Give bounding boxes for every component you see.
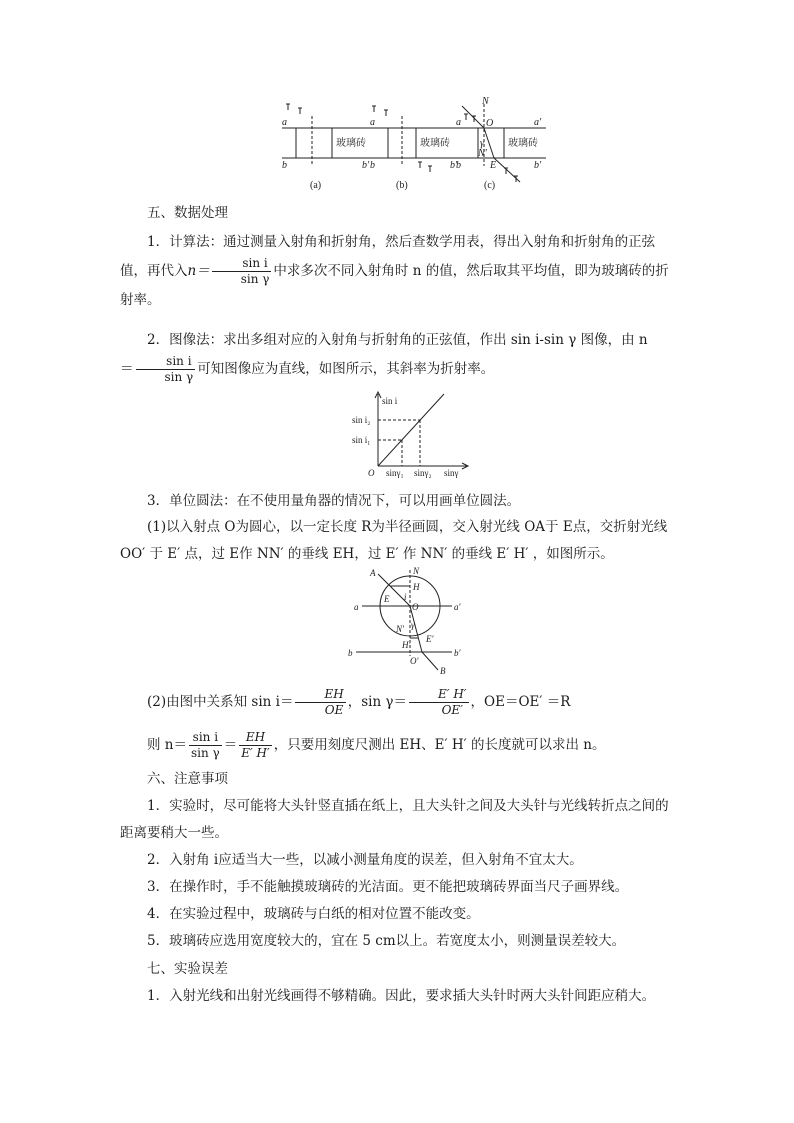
glass-label: 玻璃砖 [420,138,450,149]
angle-gamma: γ [411,620,415,630]
point-H-prime: H′ [402,640,411,650]
label-N: N [482,96,489,107]
x-axis-label: sinγ [444,468,459,478]
caption-c: (c) [484,180,496,191]
angle-i: i [404,592,407,602]
item-1-calculation: 1．计算法：通过测量入射角和折射角，然后查数学用表，得出入射角和折射角的正弦值，再代入n＝ $\frac{\text{sin i}}{\text{sin γ}}$ 中求多次不同入射角时 n 的值，然后取其平均值，即为玻璃砖的折射率。 [120,234,669,308]
point-B: B [440,666,446,676]
y-tick-2: sin i₂ [352,415,371,425]
note-1: 1．实验时，尽可能将大头针竖直插在纸上，且大头针之间及大头针与光线转折点之间的距离要稍大一些。 [120,798,669,841]
point-A: A [370,568,376,578]
label-gamma: γ [480,138,484,149]
label-b: b [282,160,287,171]
glass-label: 玻璃砖 [508,138,538,149]
label-b-prime: b′ [534,160,542,171]
x-tick-1: sinγ₁ [386,468,404,478]
point-E: E [384,594,390,604]
point-O: O [412,602,419,612]
glass-label: 玻璃砖 [336,138,366,149]
item-3-unit-circle: 3．单位圆法：在不使用量角器的情况下，可以用画单位圆法。 [147,493,521,509]
point-H: H [413,582,420,592]
fraction-EH-over-OE: $\frac{EH}{OE}$ [295,687,345,718]
label-E: E [490,160,497,171]
section-7-title: 七、实验误差 [147,961,228,977]
label-b-prime: b′ [454,648,461,658]
label-a-prime: a′ [454,602,461,612]
point-O-prime: O′ [410,656,419,666]
note-4: 4．在实验过程中，玻璃砖与白纸的相对位置不能改变。 [147,906,480,922]
label-b-prime: b′ [450,160,458,171]
origin-label: O [368,468,375,478]
glass-brick-figure [270,96,560,196]
x-tick-2: sinγ₂ [414,468,432,478]
point-N: N [413,566,420,576]
label-a: a [354,602,359,612]
label-a-prime: a′ [534,117,542,128]
error-1: 1．入射光线和出射光线画得不够精确。因此，要求插大头针时两大头针间距应稍大。 [147,988,656,1004]
note-3: 3．在操作时，手不能触摸玻璃砖的光洁面。更不能把玻璃砖界面当尺子画界线。 [147,879,629,895]
fraction-sin-i-over-sin-gamma: $\frac{\text{sin i}}{\text{sin γ}}$ [212,256,272,287]
item-2-graph-method: 2．图像法：求出多组对应的入射角与折射角的正弦值，作出 sin i-sin γ 图像，由 n ＝ $\frac{\text{sin i}}{\text{sin γ}}$ 可知图像应为直线，如图所示，其斜率为折射率。 [120,332,648,384]
label-a: a [456,117,461,128]
caption-b: (b) [396,180,408,191]
item-3-3-result: 则 n＝ $\frac{\text{sin i}}{\text{sin γ}}$ ＝ $\frac{EH}{E' H'}$ ，只要用刻度尺测出 EH、E′ H′ 的长度就可以求出 n。 [147,730,606,760]
section-6-title: 六、注意事项 [147,771,228,787]
item-3-1-description: (1)以入射点 O为圆心，以一定长度 R为半径画圆，交入射光线 OA于 E点，交折射光线 OO′ 于 E′ 点，过 E作 NN′ 的垂线 EH，过 E′ 作 NN′ 的垂线 E′ H′ ，如图所示。 [120,519,668,562]
caption-a: (a) [310,180,322,191]
point-E-prime: E′ [426,634,434,644]
fraction-EH-prime-over-OE-prime: $\frac{E' H'}{OE'}$ [409,687,469,718]
note-2: 2．入射角 i应适当大一些，以减小测量角度的误差，但入射角不宜太大。 [147,852,583,868]
fraction-EH-over-EH-prime: $\frac{EH}{E' H'}$ [241,730,270,760]
label-b: b [348,648,353,658]
item-3-2-relation: (2)由图中关系知 sin i＝ $\frac{EH}{OE}$ ，sin γ＝ $\frac{E' H'}{OE'}$ ，OE＝OE′ ＝R [147,687,571,717]
point-N-prime: N′ [396,624,404,634]
label-b: b [370,160,375,171]
fraction-sin-i-over-sin-gamma: $\frac{\text{sin i}}{\text{sin γ}}$ [191,730,220,760]
unit-circle-figure [348,566,478,678]
note-5: 5．玻璃砖应选用宽度较大的，宜在 5 cm以上。若宽度太小，则测量误差较大。 [147,933,626,949]
fraction-sin-i-over-sin-gamma: $\frac{\text{sin i}}{\text{sin γ}}$ [136,354,196,385]
label-b-prime: b′ [362,160,370,171]
sin-graph-figure [348,388,478,480]
section-5-title: 五、数据处理 [147,205,228,221]
label-O: O [486,118,494,129]
y-axis-label: sin i [382,396,398,406]
label-b: b [456,160,461,171]
label-a: a [282,117,287,128]
label-N-prime: N′ [478,148,487,159]
y-tick-1: sin i₁ [352,435,371,445]
label-a: a [370,117,375,128]
